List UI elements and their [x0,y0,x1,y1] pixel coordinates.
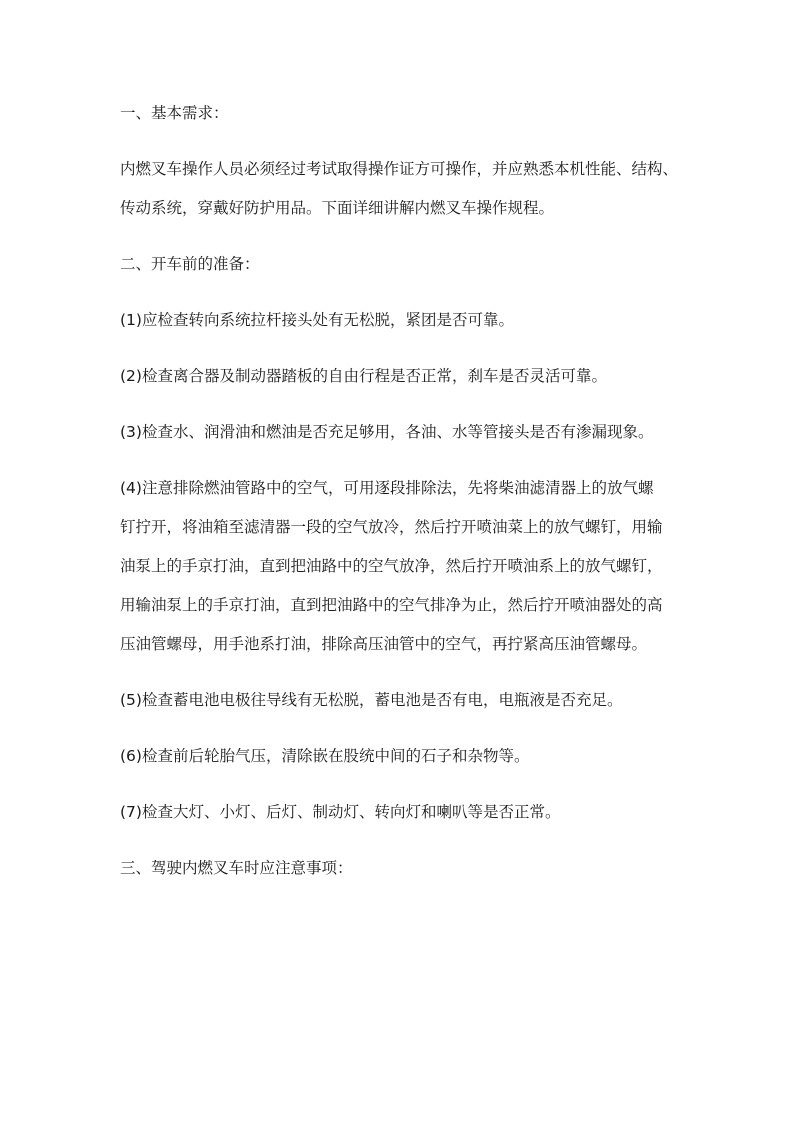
section-heading-driving-notes [120,859,680,878]
list-item-1 [120,311,680,330]
text-line: 二、开车前的准备： [120,255,260,273]
text-line: (7)检查大灯、小灯、后灯、制动灯、转向灯和喇叭等是否正常。 [120,803,561,821]
text-line: 钉拧开，将油箱至滤清器一段的空气放冷，然后拧开喷油菜上的放气螺钉，用输 [120,518,663,536]
list-item-6 [120,747,680,766]
text-line: (6)检查前后轮胎气压，清除嵌在股统中间的石子和杂物等。 [120,747,530,765]
text-line: 压油管螺母，用手池系打油，排除高压油管中的空气，再拧紧高压油管螺母。 [120,635,648,653]
list-item-5 [120,691,680,710]
section-heading-basic-requirements [120,104,680,123]
text-line: 内燃叉车操作人员必须经过考试取得操作证方可操作，并应熟悉本机性能、结构、 [120,160,679,178]
text-line: (3)检查水、润滑油和燃油是否充足够用，各油、水等管接头是否有渗漏现象。 [120,423,654,441]
list-item-4 [120,479,680,654]
text-line: 用输油泵上的手京打油，直到把油路中的空气排净为止，然后拧开喷油器处的高 [120,596,663,614]
text-line: (2)检查离合器及制动器踏板的自由行程是否正常，刹车是否灵活可靠。 [120,367,607,385]
text-line: 传动系统，穿戴好防护用品。下面详细讲解内燃叉车操作规程。 [120,199,555,217]
text-line: (4)注意排除燃油管路中的空气，可用逐段排除法，先将柴油滤清器上的放气螺 [120,479,654,497]
text-line: 三、驾驶内燃叉车时应注意事项： [120,859,353,877]
text-line: 一、基本需求： [120,104,229,122]
list-item-3 [120,423,680,442]
section-heading-preparation [120,255,680,274]
text-line: 油泵上的手京打油，直到把油路中的空气放净，然后拧开喷油系上的放气螺钉， [120,557,663,575]
list-item-7 [120,803,680,822]
paragraph-intro [120,160,680,218]
list-item-2 [120,367,680,386]
text-line: (1)应检查转向系统拉杆接头处有无松脱，紧团是否可靠。 [120,311,514,329]
document-body [120,104,680,878]
text-line: (5)检查蓄电池电极往导线有无松脱，蓄电池是否有电，电瓶液是否充足。 [120,691,623,709]
